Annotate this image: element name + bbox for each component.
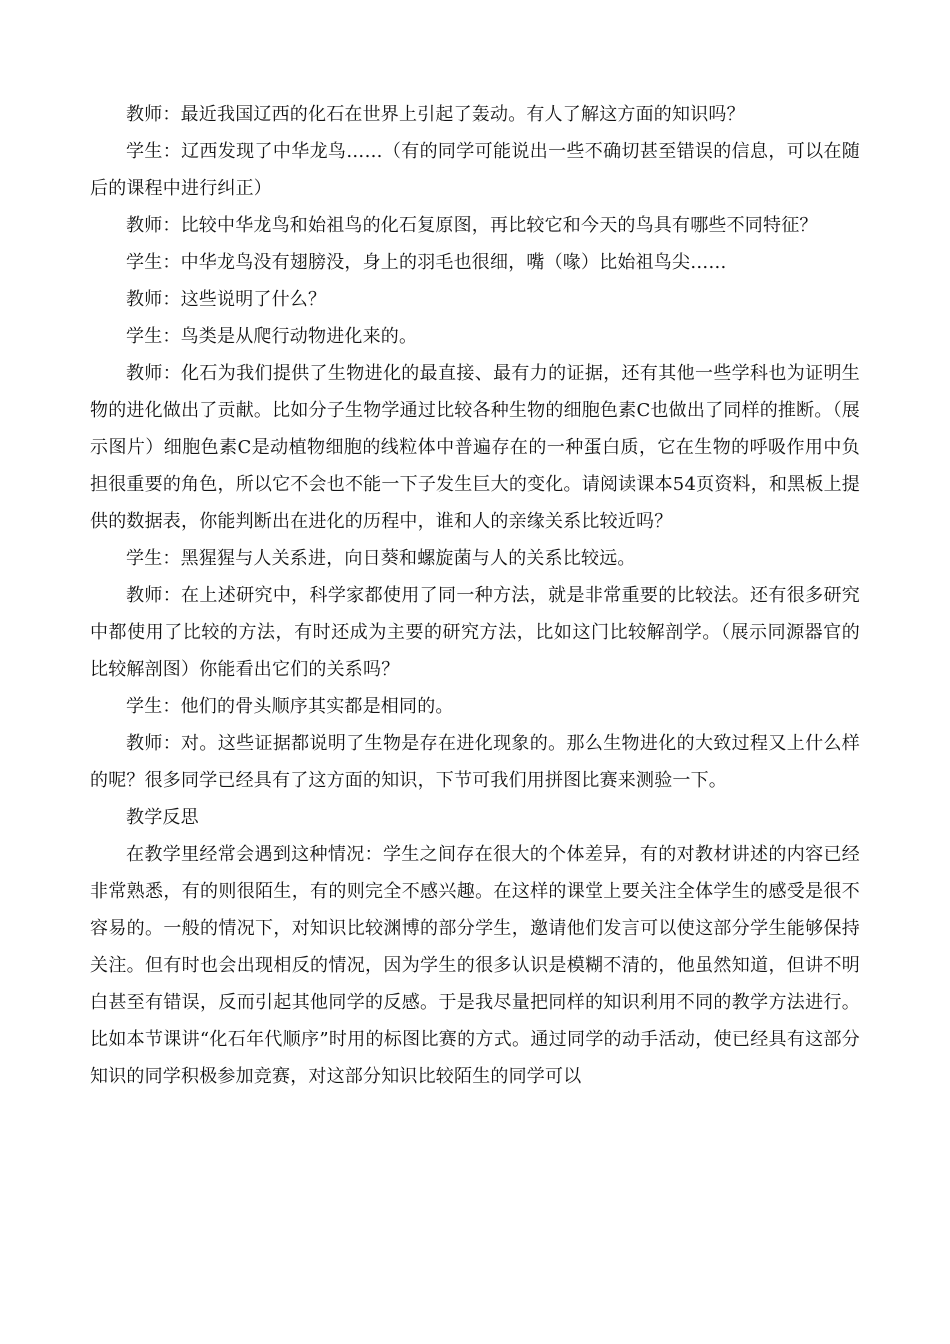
dialogue-student-birds-from-reptiles: 学生：鸟类是从爬行动物进化来的。 <box>126 326 418 347</box>
section-heading-reflection: 教学反思 <box>126 807 199 828</box>
dialogue-teacher-what-it-means: 教师：这些说明了什么？ <box>126 289 327 310</box>
dialogue-teacher-conclusion: 教师：对。这些证据都说明了生物是存在进化现象的。那么生物进化的大致过程又上什么样的呢？很多同学已经具有了这方面的知识，下节可我们用拼图比赛来测验一下。 <box>90 733 860 791</box>
dialogue-student-sinosauropteryx: 学生：辽西发现了中华龙鸟……（有的同学可能说出一些不确切甚至错误的信息，可以在随后的课程中进行纠正） <box>90 141 860 199</box>
reflection-paragraph: 在教学里经常会遇到这种情况：学生之间存在很大的个体差异，有的对教材讲述的内容已经非常熟悉，有的则很陌生，有的则完全不感兴趣。在这样的课堂上要关注全体学生的感受是很不容易的。一般的情况下，对知识比较渊博的部分学生，邀请他们发言可以使这部分学生能够保持关注。但有时也会出现相反的情况，因为学生的很多认识是模糊不清的，他虽然知道，但讲不明白甚至有错误，反而引起其他同学的反感。于是我尽量把同样的知识利用不同的教学方法进行。比如本节课讲“化石年代顺序”时用的标图比赛的方式。通过同学的动手活动，使已经具有这部分知识的同学积极参加竞赛，对这部分知识比较陌生的同学可以 <box>90 844 860 1087</box>
dialogue-teacher-cytochrome-c: 教师：化石为我们提供了生物进化的最直接、最有力的证据，还有其他一些学科也为证明生物的进化做出了贡献。比如分子生物学通过比较各种生物的细胞色素C也做出了同样的推断。（展示图片）细胞色素C是动植物细胞的线粒体中普遍存在的一种蛋白质，它在生物的呼吸作用中负担很重要的角色，所以它不会也不能一下子发生巨大的变化。请阅读课本54页资料，和黑板上提供的数据表，你能判断出在进化的历程中，谁和人的亲缘关系比较近吗？ <box>90 363 860 532</box>
dialogue-student-bones: 学生：他们的骨头顺序其实都是相同的。 <box>126 696 454 717</box>
dialogue-teacher-compare-reconstructions: 教师：比较中华龙鸟和始祖鸟的化石复原图，再比较它和今天的鸟具有哪些不同特征？ <box>126 215 818 236</box>
dialogue-teacher-liaoxi-fossils: 教师：最近我国辽西的化石在世界上引起了轰动。有人了解这方面的知识吗？ <box>126 104 745 125</box>
document-page <box>90 96 860 1095</box>
dialogue-student-relationships: 学生：黑猩猩与人关系进，向日葵和螺旋菌与人的关系比较远。 <box>126 548 636 569</box>
dialogue-student-features: 学生：中华龙鸟没有翅膀没，身上的羽毛也很细，嘴（喙）比始祖鸟尖…… <box>126 252 727 273</box>
dialogue-teacher-comparative-method: 教师：在上述研究中，科学家都使用了同一种方法，就是非常重要的比较法。还有很多研究中都使用了比较的方法，有时还成为主要的研究方法，比如这门比较解剖学。（展示同源器官的比较解剖图）你能看出它们的关系吗？ <box>90 585 860 680</box>
